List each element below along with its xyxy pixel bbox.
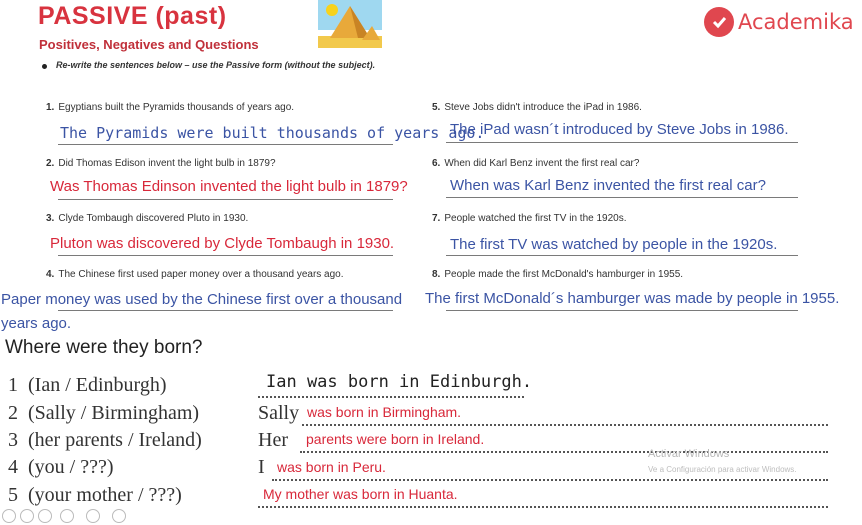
answer-4-line-1: Paper money was used by the Chinese first over a thousand (1, 291, 403, 308)
answer-line-8 (446, 310, 798, 311)
brand-logo (704, 6, 854, 38)
item-1-answer: Ian was born in Edinburgh. (266, 372, 533, 392)
item-4-answer: was born in Peru. (277, 459, 386, 475)
answer-8: The first McDonald´s hamburger was made by people in 1955. (425, 290, 840, 307)
item-5-prompt: 5 (your mother / ???) (8, 484, 182, 506)
answer-7: The first TV was watched by people in the 1920s. (450, 236, 778, 253)
item-2-prompt: 2 (Sally / Birmingham) (8, 402, 200, 424)
question-6: 6. When did Karl Benz invent the first real car? (432, 158, 640, 169)
toolbar-undo-icon[interactable] (20, 509, 34, 523)
answer-line-1 (58, 144, 393, 145)
toolbar-back-icon[interactable] (2, 509, 16, 523)
question-7: 7. People watched the first TV in the 1920s. (432, 213, 627, 224)
brand-logo-icon (704, 7, 734, 37)
pyramid-illustration-icon (318, 0, 382, 48)
answer-2: Was Thomas Edinson invented the light bulb in 1879? (50, 178, 408, 195)
question-3: 3. Clyde Tombaugh discovered Pluto in 1930. (46, 213, 249, 224)
answer-line-6 (446, 197, 798, 198)
answer-line-7 (446, 255, 798, 256)
item-2-dotted-line (302, 424, 828, 426)
answer-4-line-2: years ago. (1, 315, 72, 332)
toolbar-pages-icon[interactable] (60, 509, 74, 523)
answer-line-3 (58, 255, 393, 256)
item-4-prompt: 4 (you / ???) (8, 456, 114, 478)
answer-3: Pluton was discovered by Clyde Tombaugh in 1930. (50, 235, 395, 252)
bullet-icon (42, 64, 47, 69)
item-3-dotted-line (300, 451, 828, 453)
item-3-answer: parents were born in Ireland. (306, 431, 485, 447)
answer-line-5 (446, 142, 798, 143)
question-1: 1. Egyptians built the Pyramids thousands of years ago. (46, 102, 295, 113)
answer-line-4 (58, 310, 393, 311)
section-title: Where were they born? (5, 337, 203, 358)
question-2: 2. Did Thomas Edison invent the light bulb in 1879? (46, 158, 276, 169)
answer-5: The iPad wasn´t introduced by Steve Jobs in 1986. (450, 121, 789, 138)
toolbar-pen-icon[interactable] (38, 509, 52, 523)
toolbar-more-icon[interactable] (112, 509, 126, 523)
answer-6: When was Karl Benz invented the first real car? (450, 177, 766, 194)
windows-activation-subtitle: Ve a Configuración para activar Windows. (648, 465, 797, 474)
item-5-dotted-line (258, 506, 828, 508)
brand-name: Academika (738, 10, 854, 34)
page-title: PASSIVE (past) (38, 2, 227, 30)
item-4-prefix: I (258, 456, 265, 478)
item-1-dotted-line (258, 396, 524, 398)
item-2-prefix: Sally (258, 402, 300, 424)
item-4-dotted-line (272, 479, 828, 481)
question-4: 4. The Chinese first used paper money over a thousand years ago. (46, 269, 344, 280)
question-5: 5. Steve Jobs didn't introduce the iPad in 1986. (432, 102, 642, 113)
item-2-answer: was born in Birmingham. (307, 404, 462, 420)
toolbar-zoom-icon[interactable] (86, 509, 100, 523)
question-8: 8. People made the first McDonald's hamburger in 1955. (432, 269, 684, 280)
item-3-prompt: 3 (her parents / Ireland) (8, 429, 202, 451)
item-1-prompt: 1 (Ian / Edinburgh) (8, 374, 167, 396)
instruction-text: Re-write the sentences below – use the Passive form (without the subject). (56, 60, 376, 70)
answer-1: The Pyramids were built thousands of years ago. (60, 124, 485, 142)
windows-activation-title: Activar Windows (648, 448, 730, 460)
item-5-answer: My mother was born in Huanta. (263, 486, 458, 502)
answer-line-2 (58, 199, 393, 200)
page-subtitle: Positives, Negatives and Questions (39, 37, 259, 52)
item-3-prefix: Her (258, 429, 288, 451)
